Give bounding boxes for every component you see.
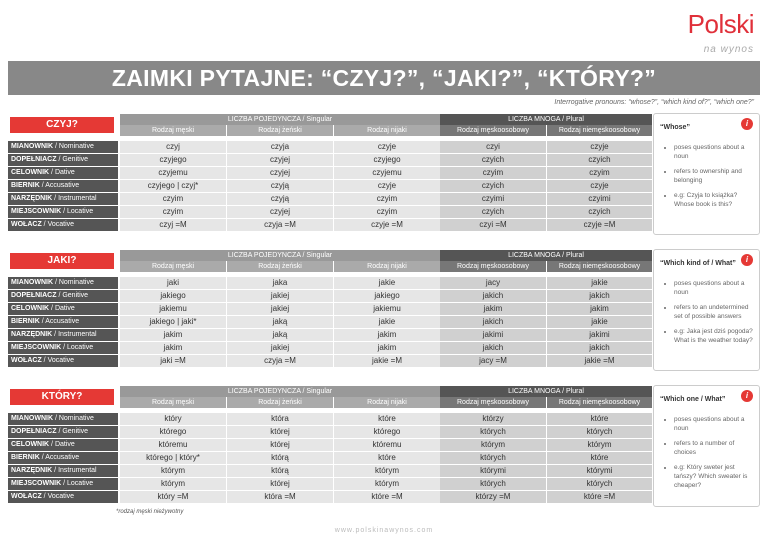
table-cell: którą [227, 465, 333, 477]
table-cell: czyja =M [227, 355, 333, 367]
case-english: Vocative [47, 221, 75, 228]
header-fem: Rodzaj żeński [227, 397, 333, 408]
footnote: *rodzaj męski nieżywotny [116, 509, 184, 515]
case-label: NARZĘDNIK / Instrumental [8, 193, 118, 205]
table-cell: którzy =M [440, 491, 546, 503]
table-cell: czyje =M [547, 219, 652, 231]
case-english: Instrumental [58, 467, 97, 474]
note-title: “Whose” [660, 124, 690, 131]
header-mpers: Rodzaj męskoosobowy [440, 125, 546, 136]
table-cell: której [227, 426, 333, 438]
case-english: Instrumental [58, 331, 97, 338]
case-name: NARZĘDNIK [11, 195, 53, 202]
table-cell: którym [440, 439, 546, 451]
table-cell: czyjego [334, 154, 440, 166]
header-nonmpers: Rodzaj niemęskoosobowy [547, 261, 652, 272]
header-fem: Rodzaj żeński [227, 125, 333, 136]
table-cell: jakimi [547, 329, 652, 341]
table-cell: jakiego | jaki* [120, 316, 226, 328]
case-english: Accusative [45, 454, 80, 461]
table-cell: jakimi [440, 329, 546, 341]
logo-sub: na wynos [703, 44, 754, 55]
case-name: DOPEŁNIACZ [11, 156, 57, 163]
case-label: CELOWNIK / Dative [8, 167, 118, 179]
case-english: Locative [67, 344, 94, 351]
case-english: Accusative [45, 182, 80, 189]
table-cell: jaki [120, 277, 226, 289]
case-name: MIANOWNIK [11, 415, 53, 422]
note-item: • e.g: Który sweter jest tańszy? Which sweater is cheaper? [674, 463, 753, 490]
table-cell: jakiemu [334, 303, 440, 315]
header-masc: Rodzaj męski [120, 261, 226, 272]
header-neut: Rodzaj nijaki [334, 125, 440, 136]
table-cell: jacy =M [440, 355, 546, 367]
case-english: Nominative [58, 143, 94, 150]
case-name: CELOWNIK [11, 305, 50, 312]
table-cell: który =M [120, 491, 226, 503]
table-cell: czyjej [227, 206, 333, 218]
case-name: BIERNIK [11, 182, 40, 189]
table-cell: czyj [120, 141, 226, 153]
table-cell: jakich [547, 290, 652, 302]
case-label: MIEJSCOWNIK / Locative [8, 206, 118, 218]
table-cell: których [547, 478, 652, 490]
table-cell: któremu [120, 439, 226, 451]
table-cell: jakim [120, 342, 226, 354]
case-label: WOŁACZ / Vocative [8, 491, 118, 503]
header-plural: LICZBA MNOGA / Plural [440, 250, 652, 261]
section-label: CZYJ? [10, 117, 114, 133]
table-cell: czyim [120, 206, 226, 218]
case-english: Genitive [62, 156, 89, 163]
table-cell: którymi [440, 465, 546, 477]
case-label: WOŁACZ / Vocative [8, 355, 118, 367]
case-name: MIEJSCOWNIK [11, 344, 62, 351]
case-english: Dative [54, 169, 75, 176]
table-cell: czyj =M [120, 219, 226, 231]
table-cell: jakim [120, 329, 226, 341]
header-nonmpers: Rodzaj niemęskoosobowy [547, 125, 652, 136]
table-cell: jacy [440, 277, 546, 289]
case-name: BIERNIK [11, 318, 40, 325]
case-english: Dative [54, 441, 75, 448]
case-english: Dative [54, 305, 75, 312]
note-card [653, 249, 760, 371]
header-singular: LICZBA POJEDYNCZA / Singular [120, 386, 440, 397]
case-label: CELOWNIK / Dative [8, 439, 118, 451]
case-label: MIEJSCOWNIK / Locative [8, 478, 118, 490]
section-2 [8, 386, 760, 511]
table-cell: czyje [334, 180, 440, 192]
note-title: “Which one / What” [660, 396, 726, 403]
case-label: MIANOWNIK / Nominative [8, 413, 118, 425]
case-label: BIERNIK / Accusative [8, 452, 118, 464]
table-cell: czyim [120, 193, 226, 205]
section-0 [8, 114, 760, 239]
table-cell: jakiej [227, 303, 333, 315]
case-label: DOPEŁNIACZ / Genitive [8, 290, 118, 302]
case-english: Genitive [62, 428, 89, 435]
header-singular: LICZBA POJEDYNCZA / Singular [120, 114, 440, 125]
table-cell: jakiego [120, 290, 226, 302]
table-cell: czyich [547, 154, 652, 166]
table-cell: czyje =M [334, 219, 440, 231]
table-cell: czyjej [227, 167, 333, 179]
table-cell: które [334, 413, 440, 425]
table-cell: które =M [547, 491, 652, 503]
page-subtitle: Interrogative pronouns: “whose?”, “which kind of?”, “which one?” [554, 99, 754, 106]
case-name: WOŁACZ [11, 221, 42, 228]
table-cell: czyi [440, 141, 546, 153]
table-cell: czyim [334, 193, 440, 205]
header-plural: LICZBA MNOGA / Plural [440, 386, 652, 397]
table-cell: czyich [440, 180, 546, 192]
header-masc: Rodzaj męski [120, 397, 226, 408]
table-cell: jakiej [227, 342, 333, 354]
logo-brand: Polski [687, 9, 754, 39]
table-cell: czyjego | czyj* [120, 180, 226, 192]
table-cell: czyich [547, 206, 652, 218]
note-title: “Which kind of / What” [660, 260, 736, 267]
note-item: • e.g: Jaka jest dziś pogoda? What is the weather today? [674, 327, 753, 345]
table-cell: czyimi [547, 193, 652, 205]
table-cell: jakim [547, 303, 652, 315]
brand-logo [688, 10, 754, 55]
table-cell: które [547, 452, 652, 464]
table-cell: jakie [547, 316, 652, 328]
table-cell: które [334, 452, 440, 464]
case-name: MIANOWNIK [11, 143, 53, 150]
table-cell: jakiej [227, 290, 333, 302]
info-icon: i [741, 390, 753, 402]
table-cell: czyją [227, 193, 333, 205]
case-name: DOPEŁNIACZ [11, 292, 57, 299]
case-name: CELOWNIK [11, 441, 50, 448]
case-name: BIERNIK [11, 454, 40, 461]
header-neut: Rodzaj nijaki [334, 261, 440, 272]
case-english: Nominative [58, 415, 94, 422]
page-title: ZAIMKI PYTAJNE: “CZYJ?”, “JAKI?”, “KTÓRY?” [8, 61, 760, 95]
table-cell: czyich [440, 206, 546, 218]
section-label: JAKI? [10, 253, 114, 269]
header-fem: Rodzaj żeński [227, 261, 333, 272]
case-english: Locative [67, 480, 94, 487]
table-cell: która [227, 413, 333, 425]
table-cell: któremu [334, 439, 440, 451]
case-label: MIANOWNIK / Nominative [8, 277, 118, 289]
case-name: NARZĘDNIK [11, 331, 53, 338]
table-cell: jakich [440, 290, 546, 302]
case-label: CELOWNIK / Dative [8, 303, 118, 315]
case-name: CELOWNIK [11, 169, 50, 176]
table-cell: czyje [547, 180, 652, 192]
table-cell: których [440, 426, 546, 438]
header-mpers: Rodzaj męskoosobowy [440, 261, 546, 272]
table-cell: czyim [334, 206, 440, 218]
case-label: DOPEŁNIACZ / Genitive [8, 154, 118, 166]
case-name: NARZĘDNIK [11, 467, 53, 474]
table-cell: jakie =M [547, 355, 652, 367]
case-label: NARZĘDNIK / Instrumental [8, 329, 118, 341]
case-english: Vocative [47, 357, 75, 364]
case-english: Instrumental [58, 195, 97, 202]
note-item: • refers to an undetermined set of possible answers [674, 303, 753, 321]
case-label: NARZĘDNIK / Instrumental [8, 465, 118, 477]
table-cell: czyich [440, 154, 546, 166]
table-cell: czyja [227, 141, 333, 153]
table-cell: jakich [440, 316, 546, 328]
note-item: • poses questions about a noun [674, 279, 753, 297]
table-cell: których [547, 426, 652, 438]
case-label: BIERNIK / Accusative [8, 316, 118, 328]
section-label: KTÓRY? [10, 389, 114, 405]
table-cell: jaką [227, 329, 333, 341]
table-cell: czyje [334, 141, 440, 153]
header-nonmpers: Rodzaj niemęskoosobowy [547, 397, 652, 408]
case-name: WOŁACZ [11, 493, 42, 500]
header-mpers: Rodzaj męskoosobowy [440, 397, 546, 408]
case-label: WOŁACZ / Vocative [8, 219, 118, 231]
table-cell: jakie [334, 277, 440, 289]
table-cell: czyjemu [120, 167, 226, 179]
case-name: MIEJSCOWNIK [11, 208, 62, 215]
table-cell: czyi =M [440, 219, 546, 231]
table-cell: czyimi [440, 193, 546, 205]
table-cell: którym [120, 465, 226, 477]
note-item: • poses questions about a noun [674, 143, 753, 161]
case-english: Genitive [62, 292, 89, 299]
table-cell: której [227, 478, 333, 490]
table-cell: jakich [440, 342, 546, 354]
case-name: MIANOWNIK [11, 279, 53, 286]
table-cell: której [227, 439, 333, 451]
table-cell: którzy [440, 413, 546, 425]
case-name: MIEJSCOWNIK [11, 480, 62, 487]
info-icon: i [741, 254, 753, 266]
note-item: • refers to a number of choices [674, 439, 753, 457]
table-cell: które [547, 413, 652, 425]
table-cell: jakie =M [334, 355, 440, 367]
table-cell: która =M [227, 491, 333, 503]
table-cell: czyją [227, 180, 333, 192]
table-cell: czyjemu [334, 167, 440, 179]
table-cell: którym [334, 478, 440, 490]
table-cell: jakim [334, 329, 440, 341]
table-cell: czyja =M [227, 219, 333, 231]
header-masc: Rodzaj męski [120, 125, 226, 136]
table-cell: którego [120, 426, 226, 438]
header-neut: Rodzaj nijaki [334, 397, 440, 408]
table-cell: jakiego [334, 290, 440, 302]
footer-url: www.polskinawynos.com [334, 527, 434, 534]
table-cell: którym [547, 439, 652, 451]
table-cell: czyim [547, 167, 652, 179]
case-name: WOŁACZ [11, 357, 42, 364]
case-label: DOPEŁNIACZ / Genitive [8, 426, 118, 438]
table-cell: czyjej [227, 154, 333, 166]
table-cell: który [120, 413, 226, 425]
case-label: BIERNIK / Accusative [8, 180, 118, 192]
header-plural: LICZBA MNOGA / Plural [440, 114, 652, 125]
table-cell: których [440, 452, 546, 464]
table-cell: którymi [547, 465, 652, 477]
case-label: MIEJSCOWNIK / Locative [8, 342, 118, 354]
table-cell: które =M [334, 491, 440, 503]
note-card [653, 113, 760, 235]
case-english: Accusative [45, 318, 80, 325]
table-cell: czyjego [120, 154, 226, 166]
table-cell: jakie [334, 316, 440, 328]
table-cell: jaka [227, 277, 333, 289]
case-english: Locative [67, 208, 94, 215]
table-cell: jaki =M [120, 355, 226, 367]
note-item: • poses questions about a noun [674, 415, 753, 433]
case-english: Nominative [58, 279, 94, 286]
table-cell: czyje [547, 141, 652, 153]
note-item: • e.g: Czyja to książka? Whose book is this? [674, 191, 753, 209]
case-label: MIANOWNIK / Nominative [8, 141, 118, 153]
table-cell: którym [120, 478, 226, 490]
table-cell: jaką [227, 316, 333, 328]
table-cell: którą [227, 452, 333, 464]
case-english: Vocative [47, 493, 75, 500]
note-item: • refers to ownership and belonging [674, 167, 753, 185]
table-cell: jakich [547, 342, 652, 354]
table-cell: jakim [440, 303, 546, 315]
table-cell: którym [334, 465, 440, 477]
table-cell: którego [334, 426, 440, 438]
table-cell: jakie [547, 277, 652, 289]
table-cell: czyim [440, 167, 546, 179]
header-singular: LICZBA POJEDYNCZA / Singular [120, 250, 440, 261]
case-name: DOPEŁNIACZ [11, 428, 57, 435]
table-cell: którego | który* [120, 452, 226, 464]
table-cell: jakim [334, 342, 440, 354]
table-cell: których [440, 478, 546, 490]
info-icon: i [741, 118, 753, 130]
note-card [653, 385, 760, 507]
section-1 [8, 250, 760, 375]
table-cell: jakiemu [120, 303, 226, 315]
